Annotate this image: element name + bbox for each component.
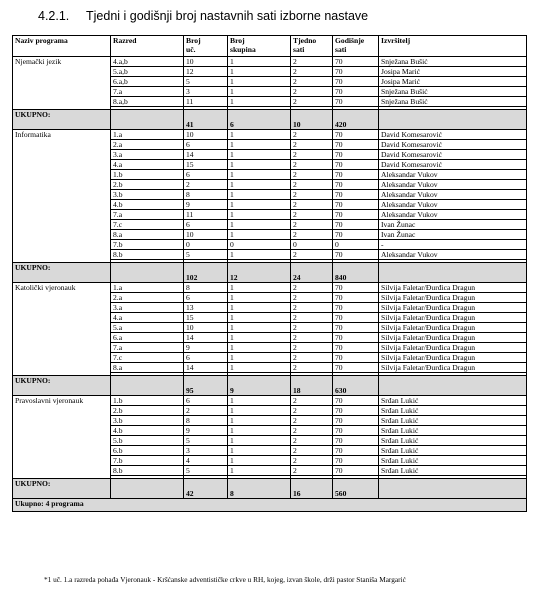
table-cell: 5 bbox=[184, 436, 228, 446]
table-cell: 2 bbox=[291, 180, 333, 190]
table-cell: Silvija Faletar/Đurđica Dragun bbox=[379, 333, 527, 343]
table-cell: 2 bbox=[291, 210, 333, 220]
table-cell: 2 bbox=[291, 220, 333, 230]
table-cell: 2 bbox=[291, 333, 333, 343]
table-cell: 2 bbox=[291, 323, 333, 333]
subtotal-row bbox=[13, 110, 527, 130]
table-cell: Srđan Lukić bbox=[379, 426, 527, 436]
table-cell: 13 bbox=[184, 303, 228, 313]
table-cell: 1 bbox=[228, 456, 291, 466]
table-cell: 3.a bbox=[111, 303, 184, 313]
table-cell: 70 bbox=[333, 323, 379, 333]
table-cell: 10 bbox=[184, 57, 228, 67]
table-cell: 70 bbox=[333, 456, 379, 466]
table-cell: 3.b bbox=[111, 190, 184, 200]
table-cell: 2 bbox=[291, 416, 333, 426]
subtotal-value: 9 bbox=[228, 376, 291, 396]
table-cell: 14 bbox=[184, 150, 228, 160]
table-cell: Ivan Žunac bbox=[379, 230, 527, 240]
table-cell: 1 bbox=[228, 230, 291, 240]
table-cell: 2 bbox=[291, 67, 333, 77]
column-header bbox=[13, 36, 111, 57]
table-cell: 2 bbox=[291, 160, 333, 170]
table-cell: Silvija Faletar/Đurđica Dragun bbox=[379, 283, 527, 293]
table-cell: 1 bbox=[228, 406, 291, 416]
table-cell: 70 bbox=[333, 426, 379, 436]
table-cell: 8.b bbox=[111, 466, 184, 476]
table-cell: 2 bbox=[291, 446, 333, 456]
table-cell: 6 bbox=[184, 353, 228, 363]
column-header bbox=[111, 36, 184, 57]
table-header-row bbox=[13, 36, 527, 57]
table-cell: 5 bbox=[184, 250, 228, 260]
table-cell: 1 bbox=[228, 180, 291, 190]
table-cell: 70 bbox=[333, 416, 379, 426]
table-cell: 70 bbox=[333, 130, 379, 140]
program-name-cell: Njemački jezik bbox=[13, 57, 111, 110]
table-cell: 70 bbox=[333, 333, 379, 343]
table-cell: 2 bbox=[291, 303, 333, 313]
table-cell: 1 bbox=[228, 140, 291, 150]
table-row bbox=[13, 283, 527, 293]
table-cell: 70 bbox=[333, 353, 379, 363]
table-cell: Srđan Lukić bbox=[379, 446, 527, 456]
table-cell: 2 bbox=[291, 313, 333, 323]
table-cell: 1 bbox=[228, 353, 291, 363]
table-cell: David Komesarović bbox=[379, 150, 527, 160]
table-cell: 1 bbox=[228, 416, 291, 426]
subtotal-value: 840 bbox=[333, 263, 379, 283]
table-cell: 8.a bbox=[111, 230, 184, 240]
table-cell: 7.a bbox=[111, 343, 184, 353]
program-name-cell: Informatika bbox=[13, 130, 111, 263]
table-cell: 1.b bbox=[111, 170, 184, 180]
table-cell: 2.a bbox=[111, 293, 184, 303]
table-cell: 6.a,b bbox=[111, 77, 184, 87]
table-cell: 3 bbox=[184, 446, 228, 456]
subtotal-row bbox=[13, 479, 527, 499]
table-cell: David Komesarović bbox=[379, 130, 527, 140]
section-number: 4.2.1. bbox=[38, 9, 70, 23]
table-cell: 2 bbox=[291, 57, 333, 67]
table-cell: 8.a,b bbox=[111, 97, 184, 107]
table-cell: 6 bbox=[184, 170, 228, 180]
table-cell: 2 bbox=[291, 456, 333, 466]
table-cell: 9 bbox=[184, 426, 228, 436]
table-cell: 1 bbox=[228, 200, 291, 210]
table-cell: 2 bbox=[291, 343, 333, 353]
subtotal-blank bbox=[379, 110, 527, 130]
table-cell: 7.b bbox=[111, 456, 184, 466]
table-cell: 12 bbox=[184, 67, 228, 77]
table-cell: 6.a bbox=[111, 333, 184, 343]
table-cell: 70 bbox=[333, 363, 379, 373]
table-cell: 1 bbox=[228, 466, 291, 476]
subtotal-label: UKUPNO: bbox=[13, 376, 111, 396]
table-cell: 1 bbox=[228, 426, 291, 436]
table-row bbox=[13, 396, 527, 406]
table-cell: 3.b bbox=[111, 416, 184, 426]
table-cell: 7.c bbox=[111, 220, 184, 230]
table-cell: 15 bbox=[184, 160, 228, 170]
table-cell: 1 bbox=[228, 190, 291, 200]
table-cell: 1 bbox=[228, 150, 291, 160]
table-cell: David Komesarović bbox=[379, 140, 527, 150]
subtotal-label: UKUPNO: bbox=[13, 110, 111, 130]
table-cell: 1 bbox=[228, 97, 291, 107]
table-cell: Aleksandar Vukov bbox=[379, 200, 527, 210]
table-cell: 1 bbox=[228, 67, 291, 77]
column-header bbox=[379, 36, 527, 57]
column-header-line: sati bbox=[335, 45, 347, 54]
table-cell: 70 bbox=[333, 200, 379, 210]
table-cell: Srđan Lukić bbox=[379, 406, 527, 416]
table-cell: 2 bbox=[184, 180, 228, 190]
table-cell: 2 bbox=[291, 466, 333, 476]
table-cell: 70 bbox=[333, 170, 379, 180]
table-cell: 1 bbox=[228, 333, 291, 343]
subtotal-value: 16 bbox=[291, 479, 333, 499]
program-name-cell: Katolički vjeronauk bbox=[13, 283, 111, 376]
table-cell: 2.a bbox=[111, 140, 184, 150]
table-cell: 2 bbox=[291, 363, 333, 373]
table-cell: 70 bbox=[333, 87, 379, 97]
table-cell: 2 bbox=[291, 200, 333, 210]
table-cell: 2 bbox=[291, 130, 333, 140]
table-cell: 4.a bbox=[111, 313, 184, 323]
table-cell: Snježana Bušić bbox=[379, 57, 527, 67]
total-label: Ukupno: 4 programa bbox=[13, 499, 527, 512]
table-cell: 10 bbox=[184, 323, 228, 333]
table-cell: 70 bbox=[333, 230, 379, 240]
table-cell: 1.a bbox=[111, 283, 184, 293]
column-header bbox=[333, 36, 379, 57]
table-row bbox=[13, 130, 527, 140]
table-cell: 2 bbox=[184, 406, 228, 416]
column-header-line: Razred bbox=[113, 36, 137, 45]
column-header bbox=[228, 36, 291, 57]
table-cell: 2 bbox=[291, 150, 333, 160]
subtotal-value: 630 bbox=[333, 376, 379, 396]
table-cell: 70 bbox=[333, 77, 379, 87]
table-cell: 7.a bbox=[111, 87, 184, 97]
table-cell: David Komesarović bbox=[379, 160, 527, 170]
table-cell: 2 bbox=[291, 87, 333, 97]
table-cell: 1 bbox=[228, 323, 291, 333]
subtotal-value: 10 bbox=[291, 110, 333, 130]
table-cell: 8.b bbox=[111, 250, 184, 260]
table-cell: Snježana Bušić bbox=[379, 97, 527, 107]
table-cell: 2 bbox=[291, 97, 333, 107]
table-cell: 70 bbox=[333, 436, 379, 446]
table-cell: 5.b bbox=[111, 436, 184, 446]
table-cell: 5 bbox=[184, 77, 228, 87]
table-cell: 2 bbox=[291, 353, 333, 363]
table-cell: 70 bbox=[333, 160, 379, 170]
table-cell: 70 bbox=[333, 67, 379, 77]
table-cell: 9 bbox=[184, 343, 228, 353]
table-cell: 7.a bbox=[111, 210, 184, 220]
subtotal-row bbox=[13, 376, 527, 396]
table-cell: 2 bbox=[291, 190, 333, 200]
table-cell: 2 bbox=[291, 436, 333, 446]
table-cell: 70 bbox=[333, 446, 379, 456]
table-cell: 1 bbox=[228, 77, 291, 87]
column-header-line: Tjedno bbox=[293, 36, 317, 45]
table-cell: 3.a bbox=[111, 150, 184, 160]
table-cell: 70 bbox=[333, 396, 379, 406]
table-cell: 1 bbox=[228, 293, 291, 303]
table-cell: 6 bbox=[184, 293, 228, 303]
subtotal-row bbox=[13, 263, 527, 283]
table-cell: 0 bbox=[184, 240, 228, 250]
table-cell: Silvija Faletar/Đurđica Dragun bbox=[379, 303, 527, 313]
table-cell: 70 bbox=[333, 210, 379, 220]
footnote: *1 uč. 1.a razreda pohađa Vjeronauk - Kršćanske adventističke crkve u RH, kojeg, izvan škole, drži pastor Staniša Margarić bbox=[44, 575, 406, 584]
table-cell: 70 bbox=[333, 250, 379, 260]
subtotal-blank bbox=[379, 376, 527, 396]
table-cell: 11 bbox=[184, 97, 228, 107]
table-cell: 2 bbox=[291, 396, 333, 406]
table-cell: 1 bbox=[228, 87, 291, 97]
table-cell: 2.b bbox=[111, 406, 184, 416]
table-cell: 4.b bbox=[111, 426, 184, 436]
table-cell: 70 bbox=[333, 293, 379, 303]
total-row bbox=[13, 499, 527, 512]
table-cell: - bbox=[379, 240, 527, 250]
table-row bbox=[13, 57, 527, 67]
table-cell: Aleksandar Vukov bbox=[379, 170, 527, 180]
column-header-line: uč. bbox=[186, 45, 196, 54]
table-cell: Aleksandar Vukov bbox=[379, 210, 527, 220]
subtotal-value: 8 bbox=[228, 479, 291, 499]
table-cell: Josipa Marić bbox=[379, 67, 527, 77]
table-cell: 8 bbox=[184, 283, 228, 293]
table-cell: 8.a bbox=[111, 363, 184, 373]
table-cell: 10 bbox=[184, 230, 228, 240]
table-cell: 1 bbox=[228, 160, 291, 170]
subtotal-value: 560 bbox=[333, 479, 379, 499]
table-cell: 1 bbox=[228, 363, 291, 373]
table-cell: 70 bbox=[333, 313, 379, 323]
table-cell: Aleksandar Vukov bbox=[379, 250, 527, 260]
table-cell: Srđan Lukić bbox=[379, 436, 527, 446]
table-cell: 4.a,b bbox=[111, 57, 184, 67]
subtotal-value: 24 bbox=[291, 263, 333, 283]
table-cell: 70 bbox=[333, 57, 379, 67]
table-cell: 1 bbox=[228, 343, 291, 353]
table-cell: 7.c bbox=[111, 353, 184, 363]
table-cell: 5.a bbox=[111, 323, 184, 333]
section-title: Tjedni i godišnji broj nastavnih sati izborne nastave bbox=[86, 9, 369, 23]
subtotal-value: 420 bbox=[333, 110, 379, 130]
table-cell: 9 bbox=[184, 200, 228, 210]
section-heading bbox=[38, 9, 368, 23]
table-cell: Srđan Lukić bbox=[379, 466, 527, 476]
table-cell: 70 bbox=[333, 343, 379, 353]
table-cell: 1 bbox=[228, 130, 291, 140]
table-cell: 0 bbox=[291, 240, 333, 250]
subtotal-value: 95 bbox=[184, 376, 228, 396]
table-cell: 10 bbox=[184, 130, 228, 140]
table-cell: 4.b bbox=[111, 200, 184, 210]
subtotal-blank bbox=[379, 479, 527, 499]
table-cell: 1 bbox=[228, 313, 291, 323]
table-cell: 1 bbox=[228, 446, 291, 456]
table-cell: Aleksandar Vukov bbox=[379, 190, 527, 200]
table-cell: Silvija Faletar/Đurđica Dragun bbox=[379, 343, 527, 353]
table-cell: 70 bbox=[333, 466, 379, 476]
subtotal-value: 42 bbox=[184, 479, 228, 499]
table-cell: Snježana Bušić bbox=[379, 87, 527, 97]
subtotal-value: 18 bbox=[291, 376, 333, 396]
program-name-cell: Pravoslavni vjeronauk bbox=[13, 396, 111, 479]
table-cell: 70 bbox=[333, 97, 379, 107]
subtotal-label: UKUPNO: bbox=[13, 479, 111, 499]
subtotal-blank bbox=[379, 263, 527, 283]
table-cell: 2 bbox=[291, 283, 333, 293]
table-cell: Silvija Faletar/Đurđica Dragun bbox=[379, 323, 527, 333]
table-cell: 2 bbox=[291, 170, 333, 180]
table-cell: 2 bbox=[291, 426, 333, 436]
table-cell: 6 bbox=[184, 140, 228, 150]
column-header bbox=[291, 36, 333, 57]
table-cell: 1 bbox=[228, 220, 291, 230]
table-cell: 1 bbox=[228, 250, 291, 260]
table-cell: Silvija Faletar/Đurđica Dragun bbox=[379, 363, 527, 373]
table-cell: 70 bbox=[333, 190, 379, 200]
table-cell: 3 bbox=[184, 87, 228, 97]
table-cell: 1.a bbox=[111, 130, 184, 140]
table-cell: 6 bbox=[184, 220, 228, 230]
column-header-line: Broj bbox=[230, 36, 245, 45]
subtotal-value: 6 bbox=[228, 110, 291, 130]
table-cell: 70 bbox=[333, 283, 379, 293]
table-cell: 1 bbox=[228, 210, 291, 220]
table-cell: 2 bbox=[291, 77, 333, 87]
column-header-line: skupina bbox=[230, 45, 256, 54]
table-cell: 70 bbox=[333, 140, 379, 150]
subtotal-value: 41 bbox=[184, 110, 228, 130]
column-header bbox=[184, 36, 228, 57]
column-header-line: sati bbox=[293, 45, 305, 54]
subtotal-value: 12 bbox=[228, 263, 291, 283]
column-header-line: Godišnje bbox=[335, 36, 365, 45]
table-cell: Josipa Marić bbox=[379, 77, 527, 87]
table-cell: 2 bbox=[291, 406, 333, 416]
table-cell: 15 bbox=[184, 313, 228, 323]
table-cell: 2 bbox=[291, 140, 333, 150]
table-cell: Silvija Faletar/Đurđica Dragun bbox=[379, 353, 527, 363]
table-cell: 70 bbox=[333, 220, 379, 230]
column-header-line: Izvršitelj bbox=[381, 36, 411, 45]
subtotal-blank bbox=[111, 479, 184, 499]
table-cell: 70 bbox=[333, 406, 379, 416]
table-cell: Aleksandar Vukov bbox=[379, 180, 527, 190]
table-cell: 11 bbox=[184, 210, 228, 220]
table-cell: 2 bbox=[291, 250, 333, 260]
table-cell: 5.a,b bbox=[111, 67, 184, 77]
table-cell: 70 bbox=[333, 180, 379, 190]
table-cell: Srđan Lukić bbox=[379, 416, 527, 426]
table-cell: 1 bbox=[228, 396, 291, 406]
table-cell: Silvija Faletar/Đurđica Dragun bbox=[379, 293, 527, 303]
table-cell: 1 bbox=[228, 170, 291, 180]
table-cell: 6 bbox=[184, 396, 228, 406]
table-cell: 4 bbox=[184, 456, 228, 466]
table-cell: 5 bbox=[184, 466, 228, 476]
table-cell: 2 bbox=[291, 230, 333, 240]
table-cell: 14 bbox=[184, 333, 228, 343]
table-cell: 4.a bbox=[111, 160, 184, 170]
table-cell: 0 bbox=[333, 240, 379, 250]
table-cell: Srđan Lukić bbox=[379, 396, 527, 406]
subtotal-blank bbox=[111, 110, 184, 130]
table-cell: 8 bbox=[184, 190, 228, 200]
table-cell: 2 bbox=[291, 293, 333, 303]
table-cell: 1 bbox=[228, 436, 291, 446]
elective-hours-table bbox=[12, 35, 527, 512]
subtotal-value: 102 bbox=[184, 263, 228, 283]
table-cell: 7.b bbox=[111, 240, 184, 250]
subtotal-blank bbox=[111, 263, 184, 283]
subtotal-label: UKUPNO: bbox=[13, 263, 111, 283]
table-cell: 8 bbox=[184, 416, 228, 426]
table-cell: 14 bbox=[184, 363, 228, 373]
table-cell: 1 bbox=[228, 283, 291, 293]
table-cell: 70 bbox=[333, 150, 379, 160]
table-cell: 2.b bbox=[111, 180, 184, 190]
column-header-line: Naziv programa bbox=[15, 36, 68, 45]
table-cell: 6.b bbox=[111, 446, 184, 456]
subtotal-blank bbox=[111, 376, 184, 396]
table-cell: 1 bbox=[228, 57, 291, 67]
table-cell: 1 bbox=[228, 303, 291, 313]
table-cell: Silvija Faletar/Đurđica Dragun bbox=[379, 313, 527, 323]
table-cell: Srđan Lukić bbox=[379, 456, 527, 466]
table-cell: 70 bbox=[333, 303, 379, 313]
table-cell: Ivan Žunac bbox=[379, 220, 527, 230]
table-cell: 0 bbox=[228, 240, 291, 250]
column-header-line: Broj bbox=[186, 36, 201, 45]
table-cell: 1.b bbox=[111, 396, 184, 406]
